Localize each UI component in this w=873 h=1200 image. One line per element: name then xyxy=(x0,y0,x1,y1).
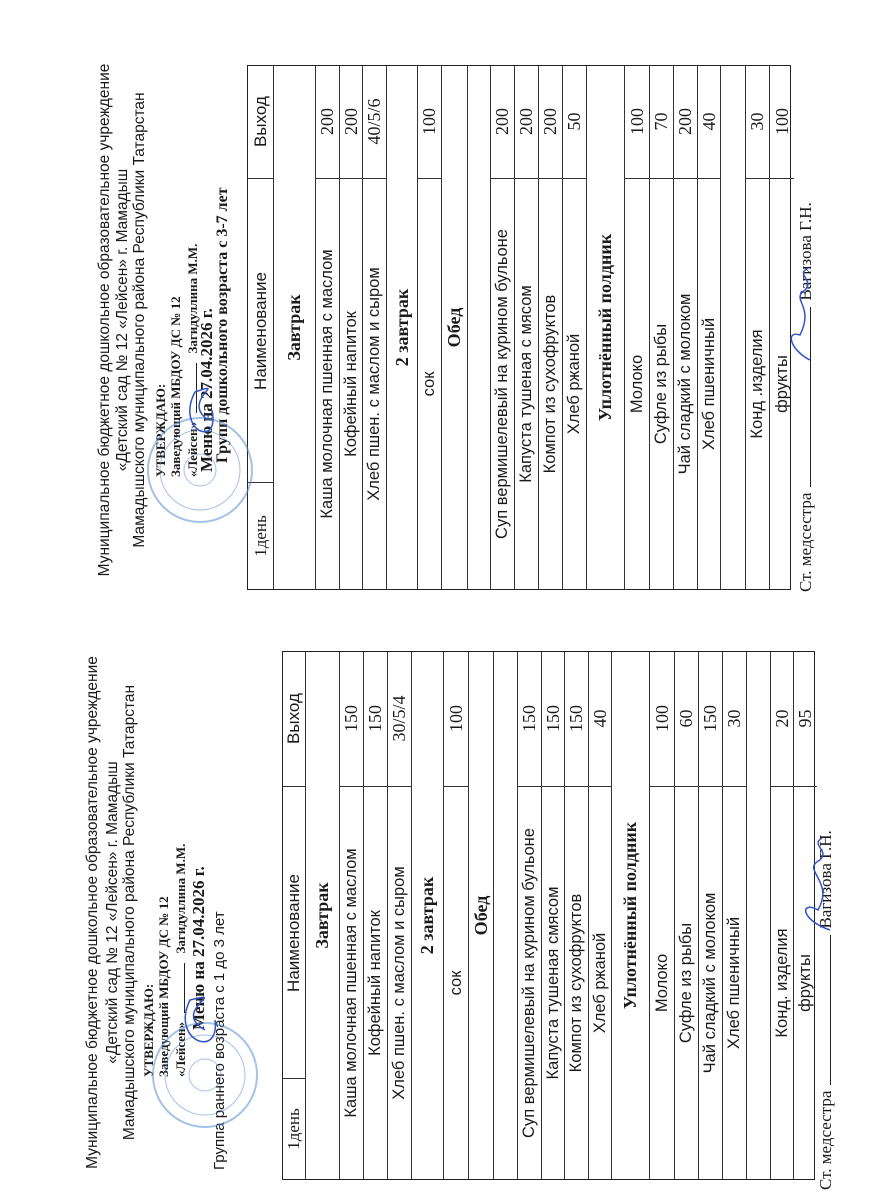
footer-name: Вагизова Г.Н. xyxy=(816,830,835,929)
meal-section-title: Завтрак xyxy=(312,882,332,949)
dish-output: 20 xyxy=(771,651,793,787)
signature-line xyxy=(830,935,831,1085)
group-title: Группа раннего возраста с 1 до 3 лет xyxy=(211,911,228,1170)
dish-name: Чай сладкий с молоком xyxy=(676,293,694,475)
table-header-row xyxy=(248,66,274,589)
dish-output: 100 xyxy=(625,65,649,179)
header-name: Наименование xyxy=(250,272,270,390)
dish-name: фрукты xyxy=(796,954,814,1012)
header-day: 1день xyxy=(248,482,273,589)
table-row xyxy=(340,652,364,1179)
table-row xyxy=(565,652,589,1179)
dish-name: Суфле из рыбы xyxy=(677,922,695,1044)
table-row xyxy=(650,652,675,1179)
institution-line-2: «Детский сад № 12 «Лейсен» г. Мамадыш xyxy=(104,761,121,1064)
table-row xyxy=(770,66,794,589)
section-row xyxy=(306,652,340,1179)
dish-name: Хлеб пшеничный xyxy=(725,916,743,1050)
dish-name: Хлеб ржаной xyxy=(565,333,583,435)
empty-row xyxy=(494,652,518,1179)
approve-org-name: «Лейсен» xyxy=(173,1021,188,1077)
section-row xyxy=(387,66,418,589)
menu-date-title: Меню на 27.04.2026 г. xyxy=(189,866,208,1030)
footer-signature xyxy=(816,830,836,1190)
dish-output: 95 xyxy=(794,651,817,787)
table-row xyxy=(340,66,363,589)
dish-name: Капуста тушеная смясом xyxy=(543,886,562,1080)
section-row xyxy=(469,652,494,1179)
footer-name: Вагизова Г.Н. xyxy=(796,202,815,301)
dish-name: Конд .изделия xyxy=(748,329,766,439)
dish-output: 30/5/4 xyxy=(388,651,411,787)
dish-name: Каша молочная пшенная с маслом xyxy=(318,249,336,519)
dish-output: 200 xyxy=(515,65,538,179)
dish-name: Конд. изделия xyxy=(772,928,791,1038)
table-row xyxy=(698,66,721,589)
dish-output: 100 xyxy=(418,65,441,179)
dish-name: Чай сладкий с молоком xyxy=(701,892,719,1074)
section-row xyxy=(412,652,444,1179)
menu-date-title: Меню на 27.04.2026 г. xyxy=(197,308,216,472)
dish-output: 200 xyxy=(316,65,339,179)
dish-name: Хлеб пшен. с маслом и сыром xyxy=(390,866,408,1100)
table-row xyxy=(363,66,387,589)
dish-output: 150 xyxy=(364,651,387,787)
menu-preschool xyxy=(70,40,840,600)
institution-line-2: «Детский сад № 12 «Лейсен» г. Мамадыш xyxy=(114,168,131,472)
table-row xyxy=(316,66,340,589)
meal-section-title: Уплотнённый полдник xyxy=(620,821,640,1010)
dish-output: 30 xyxy=(723,651,746,787)
dish-output: 150 xyxy=(565,651,588,787)
group-title: Групп дошкольного возраста с 3-7 лет xyxy=(214,187,231,463)
dish-name: сок xyxy=(446,970,465,996)
empty-row xyxy=(468,66,491,589)
section-row xyxy=(587,66,625,589)
dish-name: Кофейный напиток xyxy=(366,910,384,1056)
approve-name: Загидуллина М.М. xyxy=(185,243,200,354)
table-row xyxy=(418,66,442,589)
dish-name: Суп вермишелевый на курином бульоне xyxy=(520,828,538,1138)
table-header-row xyxy=(283,652,306,1179)
dish-output: 40 xyxy=(589,651,611,787)
table-row xyxy=(650,66,674,589)
approve-position: Заведующий МБДОУ ДС № 12 xyxy=(168,296,183,477)
approve-title: УТВЕРЖДАЮ: xyxy=(153,383,168,477)
dish-name: Молоко xyxy=(627,354,646,414)
menu-table xyxy=(247,65,791,590)
section-row xyxy=(442,66,468,589)
dish-output: 100 xyxy=(444,651,468,787)
table-row xyxy=(794,652,817,1179)
dish-output: 200 xyxy=(674,65,697,179)
meal-section-title: 2 завтрак xyxy=(417,876,437,955)
table-row xyxy=(563,66,587,589)
dish-name: Суфле из рыбы xyxy=(652,323,670,445)
header-day: 1день xyxy=(283,1078,305,1179)
approve-title: УТВЕРЖДАЮ: xyxy=(141,983,156,1077)
institution-line-1: Муниципальное бюджетное дошкольное образовательное учреждение xyxy=(96,63,113,577)
table-row xyxy=(491,66,515,589)
table-row xyxy=(364,652,388,1179)
dish-output: 150 xyxy=(542,651,564,787)
approve-org-name: «Лейсен» xyxy=(185,421,200,477)
dish-output: 150 xyxy=(518,651,541,787)
dish-output: 150 xyxy=(699,651,722,787)
table-row xyxy=(746,66,770,589)
menu-table xyxy=(282,651,815,1180)
header-output: Выход xyxy=(248,65,273,179)
table-row xyxy=(674,66,698,589)
dish-name: Хлеб ржаной xyxy=(590,932,609,1034)
section-row xyxy=(274,66,316,589)
meal-section-title: Завтрак xyxy=(284,294,304,361)
approve-name: Загидуллина М.М. xyxy=(173,843,188,954)
table-row xyxy=(542,652,565,1179)
table-row xyxy=(388,652,412,1179)
table-row xyxy=(589,652,612,1179)
table-row xyxy=(699,652,723,1179)
dish-name: Кофейный напиток xyxy=(341,311,360,457)
dish-output: 200 xyxy=(340,65,362,179)
meal-section-title: Уплотнённый полдник xyxy=(595,233,615,422)
dish-output: 150 xyxy=(340,651,363,787)
dish-name: фрукты xyxy=(772,355,791,413)
table-row xyxy=(518,652,542,1179)
dish-name: Хлеб пшеничный xyxy=(699,317,718,451)
meal-section-title: 2 завтрак xyxy=(391,288,412,367)
dish-name: Суп вермишелевый на курином бульоне xyxy=(493,229,511,539)
menu-early-age xyxy=(70,635,840,1190)
dish-output: 40/5/6 xyxy=(363,65,386,179)
signature-line xyxy=(810,307,811,487)
empty-row xyxy=(747,652,771,1179)
table-row xyxy=(625,66,650,589)
table-row xyxy=(675,652,699,1179)
table-row xyxy=(771,652,794,1179)
dish-output: 100 xyxy=(770,65,794,179)
dish-output: 50 xyxy=(563,65,586,179)
section-row xyxy=(612,652,650,1179)
footer-signature xyxy=(796,202,816,592)
table-row xyxy=(515,66,539,589)
dish-output: 200 xyxy=(539,65,562,179)
approve-position: Заведующий МБДОУ ДС № 12 xyxy=(156,896,171,1077)
dish-output: 40 xyxy=(698,65,720,179)
institution-line-3: Мамадышского муниципального района Республики Татарстан xyxy=(121,684,138,1141)
table-row xyxy=(444,652,469,1179)
table-row xyxy=(539,66,563,589)
institution-line-1: Муниципальное бюджетное дошкольное образовательное учреждение xyxy=(84,656,101,1169)
dish-name: Молоко xyxy=(652,953,671,1013)
institution-line-3: Мамадышского муниципального района Республики Татарстан xyxy=(131,92,148,548)
dish-name: Компот из сухофруктов xyxy=(567,893,585,1073)
dish-name: Хлеб пшен. с маслом и сыром xyxy=(365,267,383,501)
dish-output: 60 xyxy=(675,651,698,787)
approve-org xyxy=(172,844,190,1077)
dish-name: сок xyxy=(420,371,438,397)
signature-line xyxy=(184,963,185,1013)
empty-row xyxy=(721,66,746,589)
table-row xyxy=(723,652,747,1179)
header-name: Наименование xyxy=(284,874,303,992)
meal-section-title: Обед xyxy=(444,307,464,348)
dish-output: 200 xyxy=(491,65,514,179)
meal-section-title: Обед xyxy=(470,895,491,936)
footer-role: Ст. медсестра xyxy=(816,1090,835,1190)
header-output: Выход xyxy=(283,651,305,787)
dish-name: Каша молочная пшенная с маслом xyxy=(342,848,360,1118)
dish-name: Капуста тушеная с мясом xyxy=(517,285,535,483)
dish-output: 30 xyxy=(746,65,769,179)
footer-role: Ст. медсестра xyxy=(796,492,815,592)
dish-output: 100 xyxy=(650,651,674,787)
dish-output: 70 xyxy=(650,65,673,179)
dish-name: Компот из сухофруктов xyxy=(541,294,559,474)
